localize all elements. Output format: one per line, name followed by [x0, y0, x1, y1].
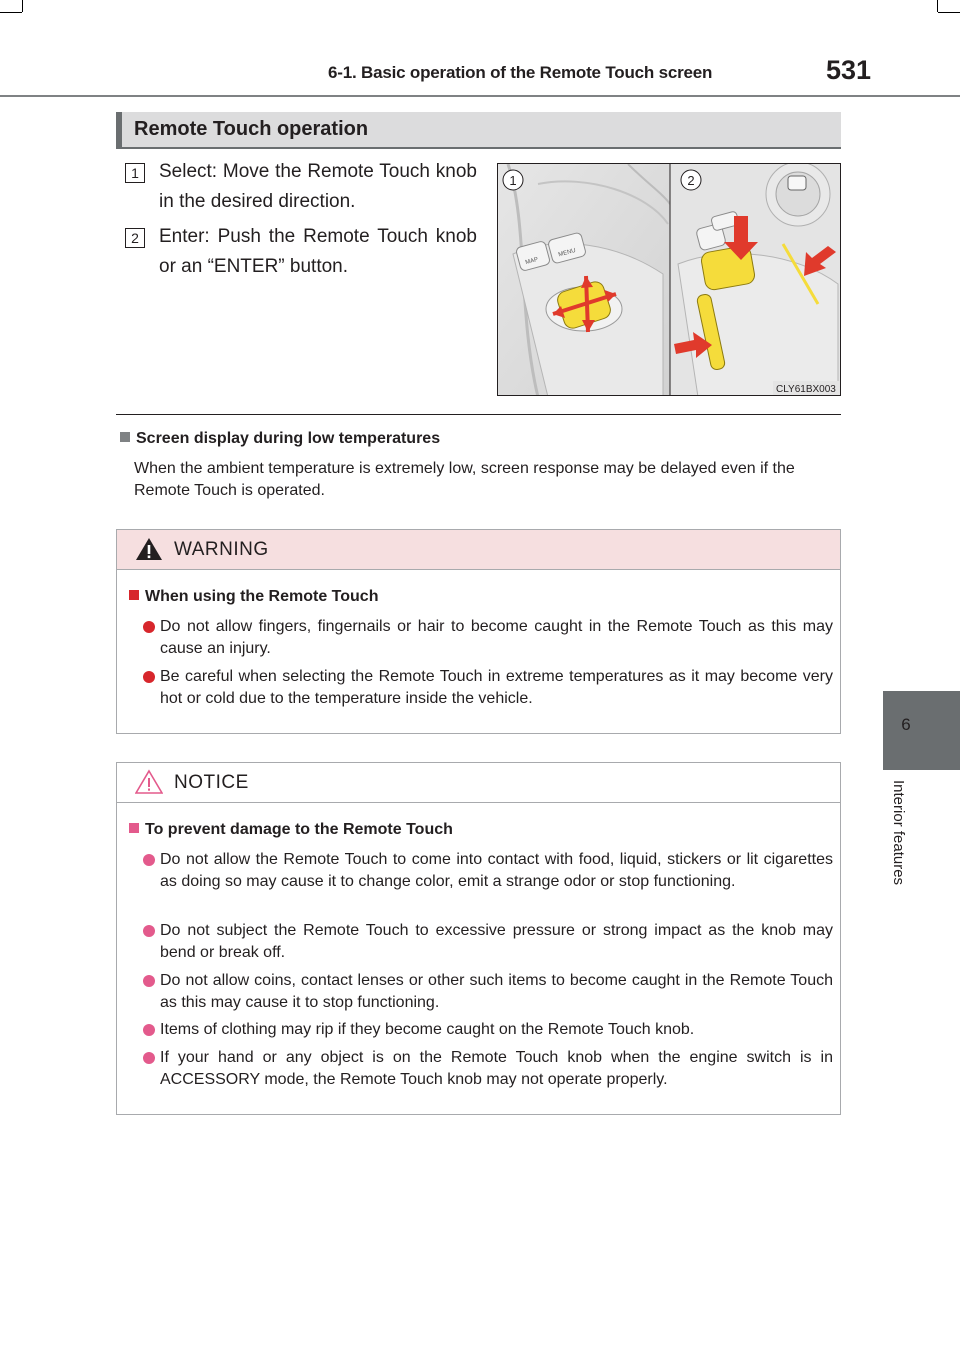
bullet-dot-icon — [143, 1052, 155, 1064]
bullet-dot-icon — [143, 671, 155, 683]
notice-item-text: Do not allow coins, contact lenses or other such items to become caught in the Remote Touch as this may cause it to stop functioning. — [160, 972, 833, 1011]
notice-item — [143, 1019, 833, 1041]
warning-subheading — [129, 588, 378, 606]
notice-item — [143, 920, 833, 964]
notice-item — [143, 1047, 833, 1091]
section-title: Remote Touch operation — [134, 118, 369, 140]
crop-mark — [937, 0, 938, 12]
console-illustration — [498, 164, 841, 396]
warning-item-text: Be careful when selecting the Remote Touch in extreme temperatures as it may become very hot or cold due to the temperature inside the vehicle. — [160, 668, 833, 707]
notice-triangle-icon — [135, 769, 163, 795]
warning-triangle-icon — [135, 536, 163, 562]
note-body: When the ambient temperature is extremely low, screen response may be delayed even if the Remote Touch is operated. — [134, 460, 795, 499]
map-button-label: MAP — [524, 256, 539, 267]
warning-item-text: Do not allow fingers, fingernails or hair to become caught in the Remote Touch as this may cause an injury. — [160, 618, 833, 657]
menu-button-label: MENU — [557, 247, 577, 259]
square-bullet-icon — [129, 590, 139, 600]
running-header: 6-1. Basic operation of the Remote Touch screen — [328, 63, 713, 82]
notice-box — [116, 762, 841, 1115]
section-heading-bar — [116, 112, 841, 149]
notice-title: NOTICE — [174, 772, 249, 793]
square-bullet-icon — [120, 432, 130, 442]
notice-header — [117, 763, 840, 803]
notice-item-text: Do not allow the Remote Touch to come into contact with food, liquid, stickers or lit cigarettes as doing so may cause it to change color, emit a strange odor or stop functioning. — [160, 851, 833, 890]
crop-mark — [22, 0, 23, 12]
crop-mark — [0, 12, 22, 13]
figure-code: CLY61BX003 — [776, 384, 836, 395]
section-accent — [116, 112, 122, 147]
bullet-dot-icon — [143, 621, 155, 633]
warning-subheading-text: When using the Remote Touch — [145, 588, 379, 605]
notice-subheading — [129, 821, 453, 839]
chapter-tab — [883, 691, 960, 770]
figure-label-1: 1 — [509, 173, 517, 188]
notice-item — [143, 970, 833, 1014]
notice-subheading-text: To prevent damage to the Remote Touch — [145, 821, 453, 838]
note-heading — [120, 430, 440, 448]
bullet-dot-icon — [143, 854, 155, 866]
warning-box — [116, 529, 841, 734]
bullet-dot-icon — [143, 975, 155, 987]
chapter-label-text: Interior features — [890, 780, 907, 886]
crop-mark — [938, 12, 960, 13]
header-rule — [0, 95, 960, 97]
figure-label-2: 2 — [687, 173, 695, 188]
remote-touch-illustration — [497, 163, 841, 396]
step-1-number: 1 — [125, 163, 145, 183]
notice-item-text: Do not subject the Remote Touch to excessive pressure or strong impact as the knob may bend or break off. — [160, 922, 833, 961]
chapter-label — [885, 780, 917, 920]
warning-item — [143, 616, 833, 660]
warning-item — [143, 666, 833, 710]
step-2-number: 2 — [125, 228, 145, 248]
notice-item-text: If your hand or any object is on the Remote Touch knob when the engine switch is in ACCESSORY mode, the Remote Touch knob may not operate properly. — [160, 1049, 833, 1088]
bullet-dot-icon — [143, 1024, 155, 1036]
bullet-dot-icon — [143, 925, 155, 937]
warning-header — [117, 530, 840, 570]
page-number: 531 — [826, 55, 872, 85]
step-1-text: Select: Move the Remote Touch knob in the desired direction. — [159, 161, 477, 212]
note-divider — [116, 414, 841, 415]
note-heading-text: Screen display during low temperatures — [136, 430, 441, 447]
chapter-number: 6 — [901, 715, 911, 734]
square-bullet-icon — [129, 823, 139, 833]
warning-title: WARNING — [174, 539, 269, 560]
notice-item — [143, 849, 833, 915]
notice-item-text: Items of clothing may rip if they become caught on the Remote Touch knob. — [160, 1021, 695, 1038]
step-2-text: Enter: Push the Remote Touch knob or an “ENTER” button. — [159, 226, 477, 277]
